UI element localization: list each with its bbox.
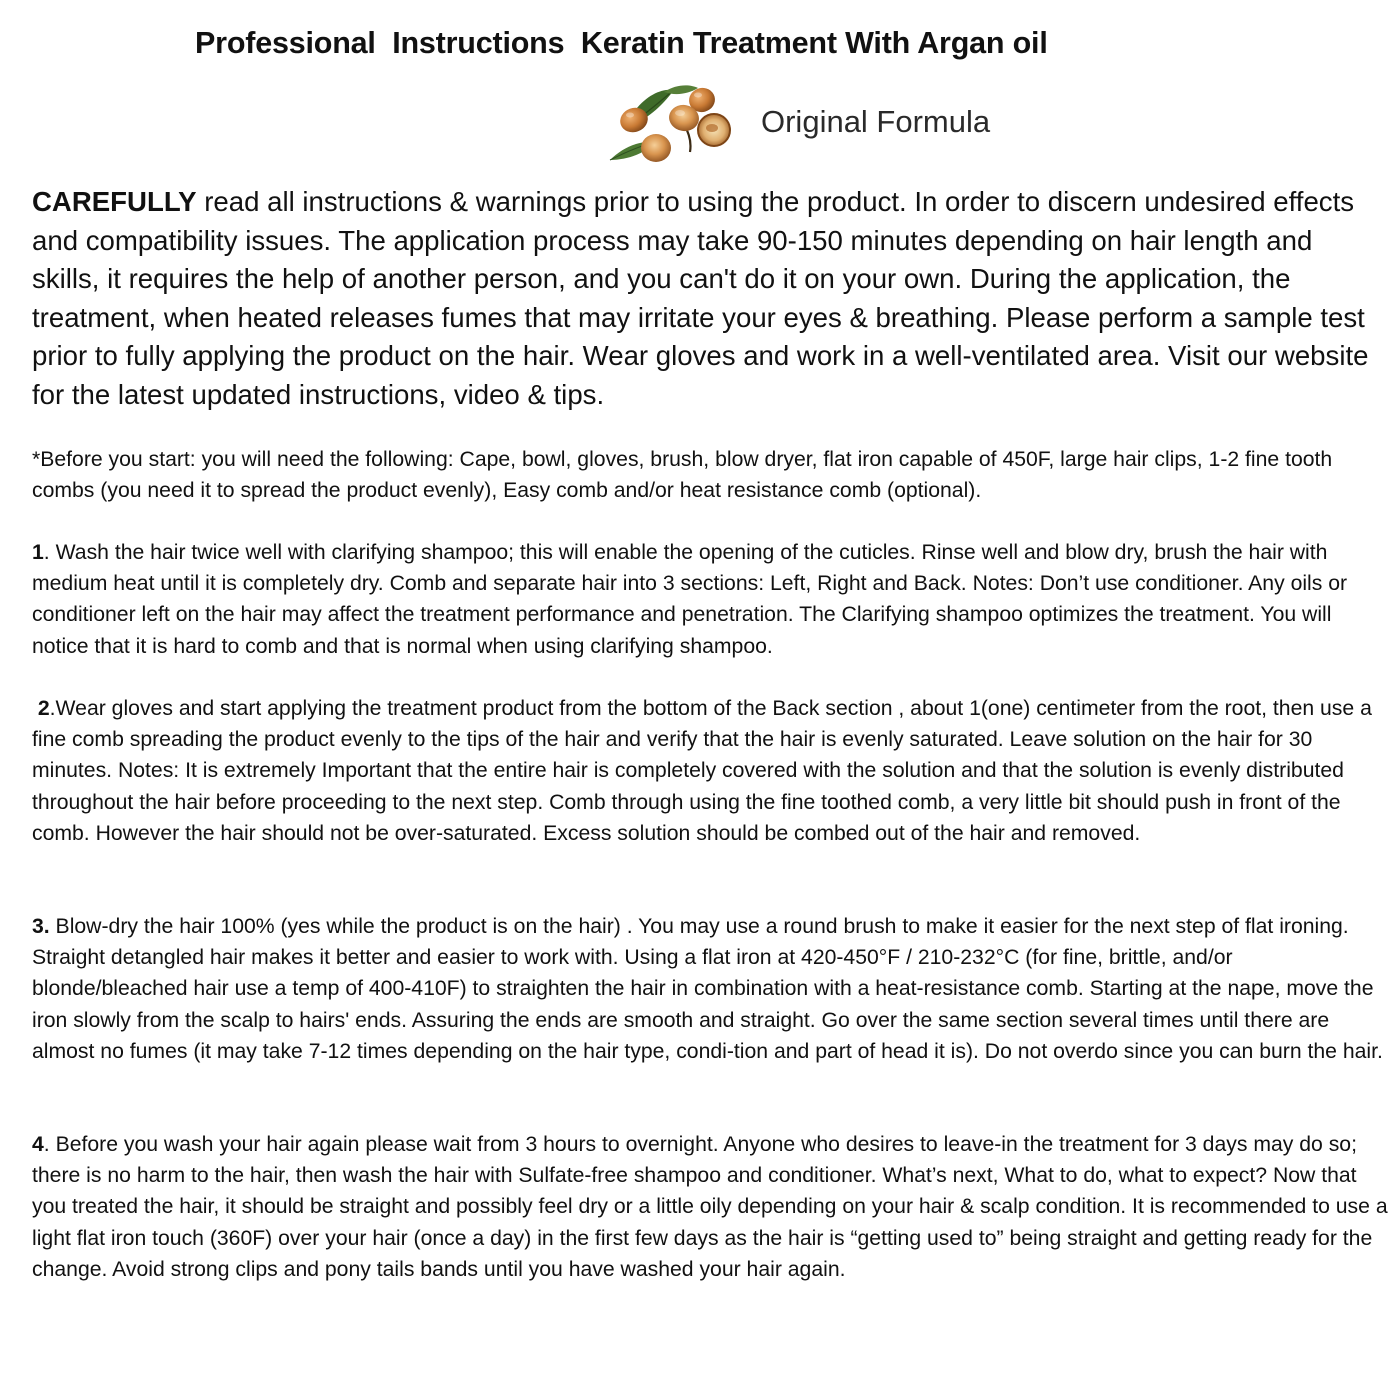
step-text: . Before you wash your hair again please wait from 3 hours to overnight. Anyone who desires to leave-in the treatment for 3 days may do so; there is no harm to the hair, then wash the hair with Sulfate-free shampoo and conditioner. What’s next, What to do, what to expect? Now that you treated the hair, it should be straight and possibly feel dry or a little oily depending on your hair & scalp condition. It is recommended to use a light flat iron touch (360F) over your hair (once a day) in the first few days as the hair is “getting used to” being straight and getting ready for the change. Avoid strong clips and pony tails bands until you have washed your hair again. (32, 1133, 1388, 1281)
step-number: 4 (32, 1133, 44, 1156)
intro-paragraph (32, 183, 1382, 414)
page-title: Professional Instructions Keratin Treatment With Argan oil (195, 26, 1048, 60)
step-paragraph (32, 911, 1388, 1067)
step-number: 1 (32, 541, 44, 564)
step-number: 2 (32, 697, 50, 720)
step-text: Blow-dry the hair 100% (yes while the product is on the hair) . You may use a round brush to make it easier for the next step of flat ironing. Straight detangled hair makes it better and easier to work with. Using a flat iron at 420-450°F / 210-232°C (for fine, brittle, and/or blonde/bleached hair use a temp of 400-410F) to straighten the hair in combination with a heat-resistance comb. Starting at the nape, move the iron slowly from the scalp to hairs' ends. Assuring the ends are smooth and straight. Go over the same section several times until there are almost no fumes (it may take 7-12 times depending on the hair type, condi-tion and part of head it is). Do not overdo since you can burn the hair. (32, 915, 1383, 1063)
step-number: 3. (32, 915, 50, 938)
step-text: . Wash the hair twice well with clarifying shampoo; this will enable the opening of the cuticles. Rinse well and blow dry, brush the hair with medium heat until it is completely dry. Comb and separate hair into 3 sections: Left, Right and Back. Notes: Don’t use conditioner. Any oils or conditioner left on the hair may affect the treatment performance and penetration. The Clarifying shampoo optimizes the treatment. You will notice that it is hard to comb and that is normal when using clarifying shampoo. (32, 541, 1348, 658)
step-paragraph (32, 537, 1388, 662)
step-paragraph (32, 1129, 1388, 1285)
subtitle: Original Formula (761, 104, 991, 139)
argan-fruit-icon (604, 78, 738, 168)
step-text: .Wear gloves and start applying the treatment product from the bottom of the Back section , about 1(one) centimeter from the root, then use a fine comb spreading the product evenly to the tips of the hair and verify that the hair is evenly saturated. Leave solution on the hair for 30 minutes. Notes: It is extremely Important that the entire hair is completely covered with the solution and that the solution is evenly distributed throughout the hair before proceeding to the next step. Comb through using the fine toothed comb, a very little bit should push in front of the comb. However the hair should not be over-saturated. Excess solution should be combed out of the hair and removed. (32, 697, 1372, 845)
intro-text: read all instructions & warnings prior to using the product. In order to discern undesired effects and compatibility issues. The application process may take 90-150 minutes depending on hair length and skills, it requires the help of another person, and you can't do it on your own. During the application, the treatment, when heated releases fumes that may irritate your eyes & breathing. Please perform a sample test prior to fully applying the product on the hair. Wear gloves and work in a well-ventilated area. Visit our website for the latest updated instructions, video & tips. (32, 186, 1369, 410)
step-paragraph (32, 693, 1388, 849)
prep-paragraph: *Before you start: you will need the following: Cape, bowl, gloves, brush, blow dryer, flat iron capable of 450F, large hair clips, 1-2 fine tooth combs (you need it to spread the product evenly), Easy comb and/or heat resistance comb (optional). (32, 448, 1333, 503)
intro-lead: CAREFULLY (32, 186, 197, 217)
